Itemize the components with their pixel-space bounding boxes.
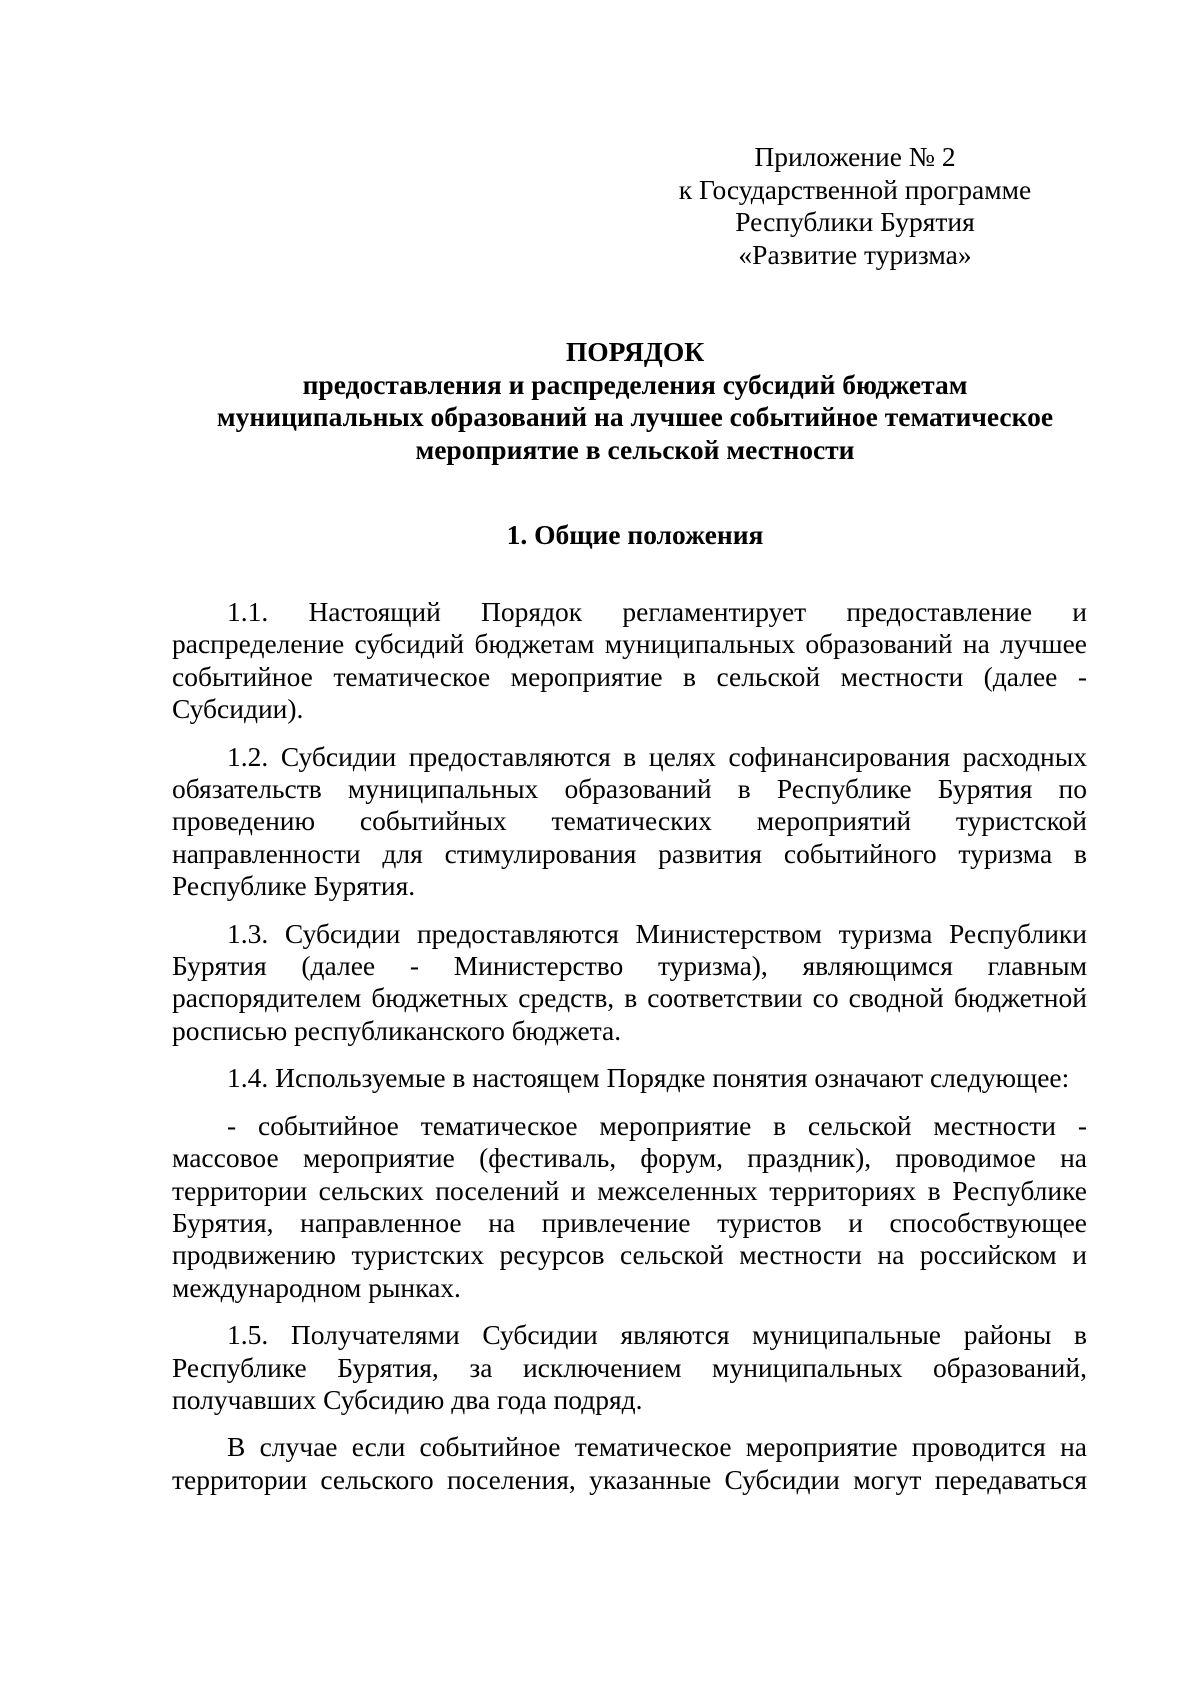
title-line-2: муниципальных образований на лучшее событийное тематическое <box>216 401 1054 432</box>
paragraph-1-4: 1.4. Используемые в настоящем Порядке понятия означают следующее: <box>227 1062 1070 1094</box>
title-line-1: предоставления и распределения субсидий бюджетам <box>302 368 968 400</box>
paragraph-definition: - событийное тематическое мероприятие в сельской местности - массовое мероприятие (фестиваль, форум, праздник), проводимое на территории сельских поселений и межселенных территориях в Республике Бурятия, направленное на привлечение туристов и способствующее продвижению туристских ресурсов сельской местности на российском и международном рынках. <box>172 1109 1087 1303</box>
paragraph-1-5: 1.5. Получателями Субсидии являются муниципальные районы в Республике Бурятия, за исключением муниципальных образований, получавших Субсидию два года подряд. <box>172 1319 1087 1415</box>
paragraph-1-2: 1.2. Субсидии предоставляются в целях софинансирования расходных обязательств муниципальных образований в Республике Бурятия по проведению событийных тематических мероприятий туристской направленности для стимулирования развития событийного туризма в Республике Бурятия. <box>172 740 1087 902</box>
title-main: ПОРЯДОК <box>565 336 705 367</box>
annex-line-3: Республики Бурятия <box>735 206 975 237</box>
annex-header <box>640 141 1070 271</box>
paragraph-1-1: 1.1. Настоящий Порядок регламентирует предоставление и распределение субсидий бюджетам муниципальных образований на лучшее событийное тематическое мероприятие в сельской местности (далее - Субсидии). <box>172 596 1087 725</box>
annex-line-4: «Развитие туризма» <box>738 238 972 270</box>
document-title <box>150 336 1120 466</box>
paragraph-continuation: В случае если событийное тематическое мероприятие проводится на территории сельского поселения, указанные Субсидии могут передаваться <box>172 1431 1087 1495</box>
paragraph-1-3: 1.3. Субсидии предоставляются Министерством туризма Республики Бурятия (далее - Министерство туризма), являющимся главным распорядителем бюджетных средств, в соответствии со сводной бюджетной росписью республиканского бюджета. <box>172 917 1087 1046</box>
annex-line-1: Приложение № 2 <box>754 141 956 172</box>
body-text <box>172 596 1087 1511</box>
section-heading: 1. Общие положения <box>506 519 764 550</box>
annex-line-2: к Государственной программе <box>678 173 1032 205</box>
title-line-3: мероприятие в сельской местности <box>415 433 855 465</box>
